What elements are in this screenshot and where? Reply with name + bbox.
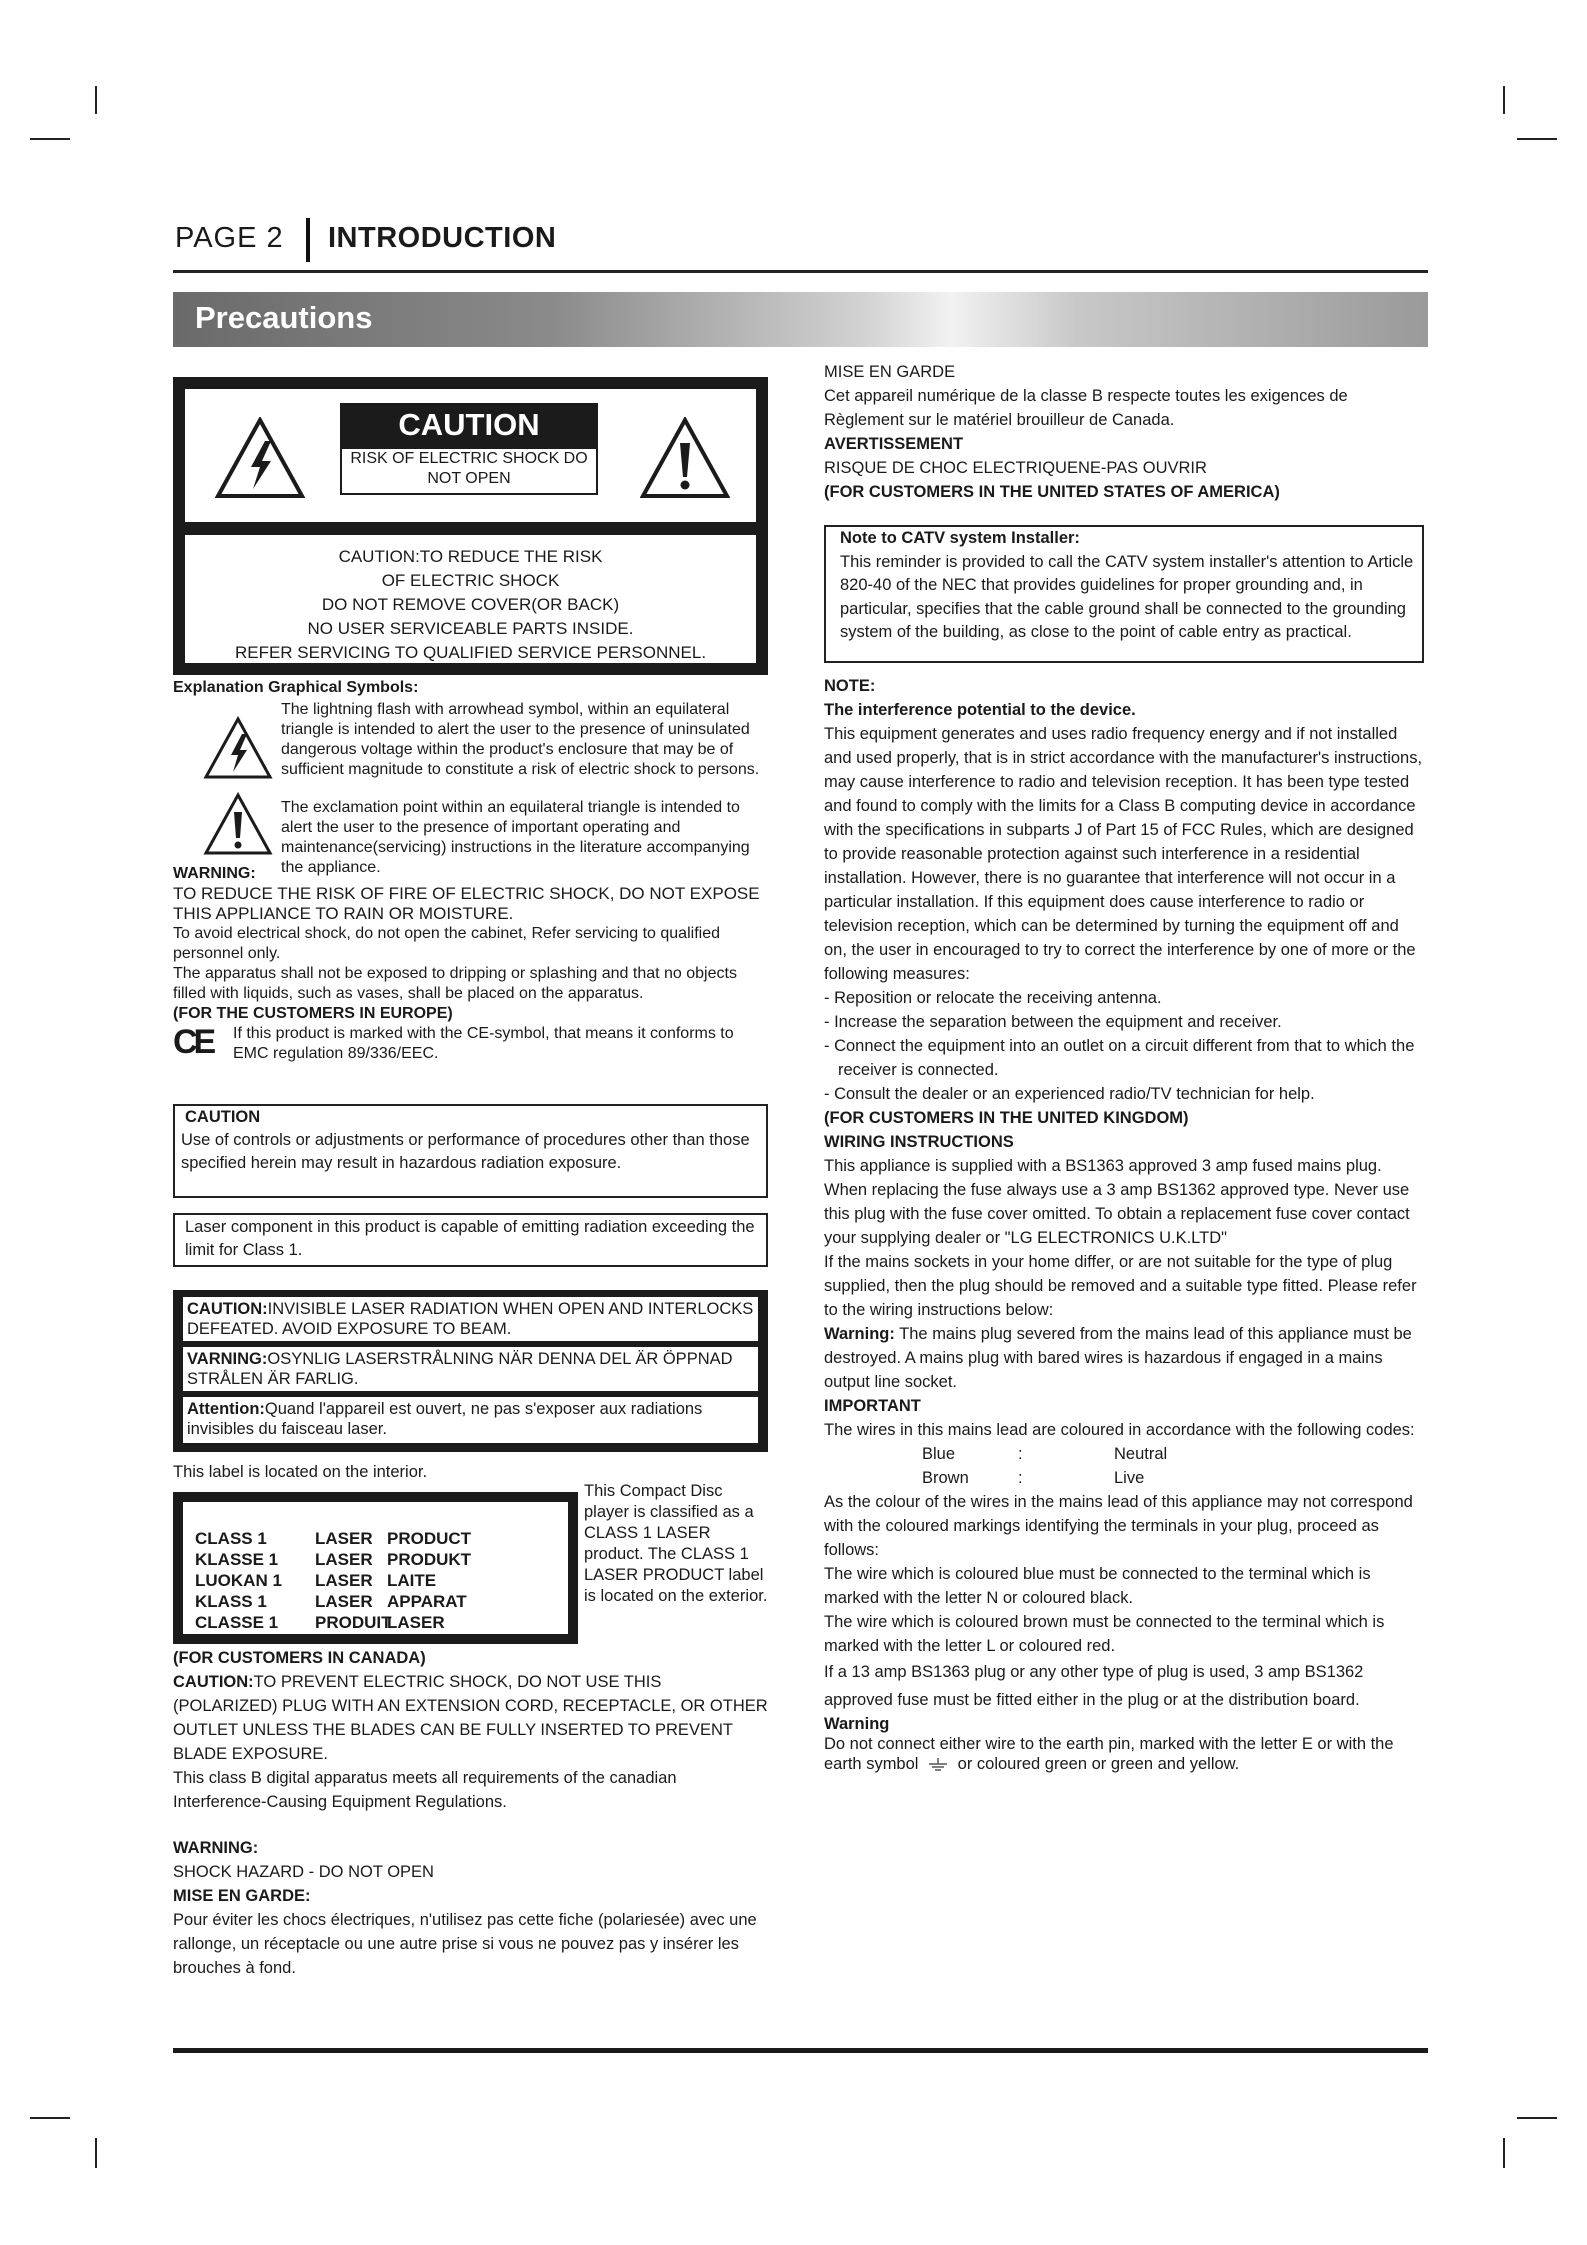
caution-radiation-box [173, 1104, 768, 1198]
right-main-section [824, 674, 1424, 1774]
wiring-heading: WIRING INSTRUCTIONS [824, 1133, 1014, 1151]
laser-warning-box [173, 1290, 768, 1452]
europe-text: If this product is marked with the CE-symbol, that means it conforms to EMC regulation 89/336/EEC. [233, 1025, 734, 1062]
crop-mark [30, 2117, 70, 2119]
usa-heading: (FOR CUSTOMERS IN THE UNITED STATES OF AMERICA) [824, 483, 1280, 501]
code-color: Brown [922, 1469, 969, 1487]
explanation-heading: Explanation Graphical Symbols: [173, 679, 419, 696]
fuse-text: If a 13 amp BS1363 plug or any other type of plug is used, 3 amp BS1362 approved fuse must be fitted either in the plug or at the distribution board. [824, 1663, 1364, 1709]
interference-text: This equipment generates and uses radio frequency energy and if not installed and used properly, that is in strict accordance with the manufacturer's instructions, may cause interference to radio and television reception. It has been type tested and found to comply with the limits for a Class B computing device in accordance with the specifications in subparts J of Part 15 of FCC Rules, which are designed to provide reasonable protection against such interference in a residential installation. However, there is no guarantee that interference will not occur in a particular installation. If this equipment does cause interference to radio or television reception, which can be determined by turning the equipment off and on, the user in encouraged to try to correct the interference by one of more or the following measures: [824, 725, 1423, 983]
lightning-symbol-icon [203, 716, 273, 780]
crop-mark [30, 138, 70, 140]
crop-mark [95, 86, 97, 114]
class-row: LUOKAN 1 LASER LAITE [195, 1571, 437, 1590]
measure-item: - Connect the equipment into an outlet on a circuit different from that to which the receiver is connected. [824, 1037, 1415, 1079]
precautions-banner [173, 292, 1428, 347]
mise-garde-text: Cet appareil numérique de la classe B respecte toutes les exigences de Règlement sur le matériel brouilleur de Canada. [824, 387, 1348, 429]
crop-mark [1517, 2117, 1557, 2119]
laser-warning-text: INVISIBLE LASER RADIATION WHEN OPEN AND INTERLOCKS DEFEATED. AVOID EXPOSURE TO BEAM. [187, 1300, 754, 1338]
label-location-text: This label is located on the interior. [173, 1463, 428, 1481]
code-sep: : [1018, 1469, 1023, 1487]
class-side-text: This Compact Disc player is classified as a CLASS 1 LASER product. The CLASS 1 LASER PRODUCT label is located on the exterior. [584, 1482, 768, 1605]
exclamation-warning-icon [640, 417, 730, 499]
canada-heading: (FOR CUSTOMERS IN CANADA) [173, 1649, 426, 1667]
warning-caps-text: TO REDUCE THE RISK OF FIRE OF ELECTRIC SHOCK, DO NOT EXPOSE THIS APPLIANCE TO RAIN OR MOISTURE. [173, 884, 760, 923]
code-sep: : [1018, 1445, 1023, 1463]
laser-component-box [173, 1213, 768, 1267]
laser-warning-attention [183, 1397, 758, 1443]
mise-heading: MISE EN GARDE: [173, 1887, 311, 1905]
earth-warning-text: or coloured green or green and yellow. [957, 1755, 1240, 1773]
laser-class-label [173, 1492, 578, 1644]
laser-warning-text: Quand l'appareil est ouvert, ne pas s'exposer aux radiations invisibles du faisceau laser. [187, 1400, 703, 1438]
caution-title: CAUTION [340, 403, 598, 447]
laser-warning-varning [183, 1347, 758, 1391]
crop-mark [1503, 86, 1505, 114]
class-row: KLASSE 1 LASER PRODUKT [195, 1550, 472, 1569]
exclamation-explanation: The exclamation point within an equilateral triangle is intended to alert the user to the presence of important operating and maintenance(servicing) instructions in the literature accompanying the appliance. [281, 799, 750, 876]
caution-line: REFER SERVICING TO QUALIFIED SERVICE PERSONNEL. [234, 643, 707, 662]
ce-mark-icon: CE [173, 1023, 213, 1061]
caution-box-text [185, 535, 756, 663]
footer-rule [173, 2048, 1428, 2053]
important-heading: IMPORTANT [824, 1397, 921, 1415]
class-row: KLASS 1 LASER APPARAT [195, 1592, 467, 1611]
canada-caution-label: CAUTION: [173, 1673, 254, 1691]
caution-radiation-heading: CAUTION [185, 1108, 261, 1126]
important-text: The wires in this mains lead are coloured in accordance with the following codes: [824, 1421, 1415, 1439]
caution-line: NO USER SERVICEABLE PARTS INSIDE. [307, 619, 634, 638]
crop-mark [95, 2138, 97, 2168]
wiring-text: If the mains sockets in your home differ, or are not suitable for the type of plug supplied, then the plug should be removed and a suitable type fitted. Please refer to the wiring instructions below: [824, 1253, 1417, 1319]
warning2-heading: WARNING: [173, 1839, 259, 1857]
europe-heading: (FOR THE CUSTOMERS IN EUROPE) [173, 1005, 453, 1022]
laser-warning-text: OSYNLIG LASERSTRÅLNING NÄR DENNA DEL ÄR ÖPPNAD STRÅLEN ÄR FARLIG. [187, 1350, 733, 1388]
explanation-section [173, 678, 768, 1066]
page-number: PAGE 2 [175, 222, 284, 254]
right-top-section [824, 360, 1424, 504]
mise-text: Pour éviter les chocs électriques, n'utilisez pas cette fiche (polariesée) avec une rallonge, un réceptacle ou une autre prise si vous ne pouvez pas y insérer les brouches à fond. [173, 1911, 757, 1977]
laser-warning-label: VARNING: [187, 1350, 268, 1368]
code-row [824, 1442, 1424, 1466]
canada-text: This class B digital apparatus meets all requirements of the canadian Interference-Causing Equipment Regulations. [173, 1769, 677, 1811]
caution-line: OF ELECTRIC SHOCK [381, 571, 560, 590]
catv-text: This reminder is provided to call the CATV system installer's attention to Article 820-40 of the NEC that provides guidelines for proper grounding and, in particular, specifies that the cable ground shall be connected to the grounding system of the building, as close to the point of cable entry as practical. [840, 552, 1414, 641]
measure-item: - Consult the dealer or an experienced radio/TV technician for help. [824, 1085, 1315, 1103]
note-heading: NOTE: [824, 677, 876, 695]
caution-box-top [185, 389, 756, 522]
caution-line: DO NOT REMOVE COVER(OR BACK) [321, 595, 620, 614]
avertissement-text: RISQUE DE CHOC ELECTRIQUENE-PAS OUVRIR [824, 459, 1207, 477]
colour-text: As the colour of the wires in the mains lead of this appliance may not correspond with the coloured markings identifying the terminals in your plug, proceed as follows: [824, 1493, 1413, 1559]
laser-warning-label: Attention: [187, 1400, 265, 1418]
code-row [824, 1466, 1424, 1490]
uk-heading: (FOR CUSTOMERS IN THE UNITED KINGDOM) [824, 1109, 1189, 1127]
avertissement-heading: AVERTISSEMENT [824, 435, 964, 453]
class-row: CLASS 1 LASER PRODUCT [195, 1529, 472, 1548]
warning2-text: SHOCK HAZARD - DO NOT OPEN [173, 1863, 434, 1881]
class-row: CLASSE 1 PRODUITLASER [195, 1613, 445, 1632]
earth-warning-text: Do not connect either wire to the earth pin, marked with the letter E or with the earth symbol [824, 1735, 1394, 1773]
warning-text: The apparatus shall not be exposed to dripping or splashing and that no objects filled with liquids, such as vases, shall be placed on the apparatus. [173, 965, 737, 1002]
crop-mark [1517, 138, 1557, 140]
caution-radiation-text: Use of controls or adjustments or performance of procedures other than those specified herein may result in hazardous radiation exposure. [181, 1131, 750, 1172]
exclamation-symbol-icon [203, 792, 273, 856]
lightning-warning-icon [215, 417, 305, 499]
canada-caution-text: TO PREVENT ELECTRIC SHOCK, DO NOT USE THIS (POLARIZED) PLUG WITH AN EXTENSION CORD, RECEPTACLE, OR OTHER OUTLET UNLESS THE BLADES CAN BE FULLY INSERTED TO PREVENT BLADE EXPOSURE. [173, 1673, 768, 1763]
mise-garde-heading: MISE EN GARDE [824, 363, 956, 381]
lightning-explanation: The lightning flash with arrowhead symbol, within an equilateral triangle is intended to alert the user to the presence of uninsulated dangerous voltage within the product's enclosure that may be of sufficient magnitude to constitute a risk of electric shock to persons. [281, 701, 760, 778]
code-meaning: Neutral [1114, 1445, 1168, 1463]
laser-class-grid [195, 1528, 471, 1633]
laser-warning-label: CAUTION: [187, 1300, 268, 1318]
crop-mark [1503, 2138, 1505, 2168]
earth-symbol-icon [923, 1757, 953, 1773]
colour-text: The wire which is coloured blue must be connected to the terminal which is marked with the letter N or coloured black. [824, 1565, 1371, 1607]
section-title: INTRODUCTION [328, 222, 557, 254]
caution-line: CAUTION:TO REDUCE THE RISK [338, 547, 603, 566]
warning-heading: WARNING: [173, 865, 256, 882]
caution-box [173, 377, 768, 675]
warning-label: Warning: [824, 1325, 895, 1343]
warning2-label: Warning [824, 1715, 890, 1733]
measure-item: - Reposition or relocate the receiving antenna. [824, 989, 1162, 1007]
caution-subtitle: RISK OF ELECTRIC SHOCK DO NOT OPEN [340, 447, 598, 495]
warning-text: To avoid electrical shock, do not open the cabinet, Refer servicing to qualified personnel only. [173, 925, 720, 962]
catv-note-box [824, 525, 1424, 663]
code-color: Blue [922, 1445, 956, 1463]
laser-warning-caution [183, 1297, 758, 1341]
measure-item: - Increase the separation between the equipment and receiver. [824, 1013, 1282, 1031]
warning-text: The mains plug severed from the mains lead of this appliance must be destroyed. A mains plug with bared wires is hazardous if engaged in a mains output line socket. [824, 1325, 1412, 1391]
code-meaning: Live [1114, 1469, 1145, 1487]
colour-text: The wire which is coloured brown must be connected to the terminal which is marked with the letter L or coloured red. [824, 1613, 1385, 1655]
laser-component-text: Laser component in this product is capable of emitting radiation exceeding the limit for Class 1. [185, 1218, 755, 1259]
banner-title: Precautions [195, 300, 373, 335]
wiring-text: This appliance is supplied with a BS1363 approved 3 amp fused mains plug. When replacing the fuse always use a 3 amp BS1362 approved type. Never use this plug with the fuse cover omitted. To obtain a replacement fuse cover contact your supplying dealer or "LG ELECTRONICS U.K.LTD" [824, 1157, 1410, 1247]
catv-heading: Note to CATV system Installer: [840, 529, 1080, 547]
page-header [173, 218, 1428, 273]
header-separator [306, 218, 310, 262]
interference-heading: The interference potential to the device. [824, 701, 1136, 719]
canada-section [173, 1646, 768, 1980]
